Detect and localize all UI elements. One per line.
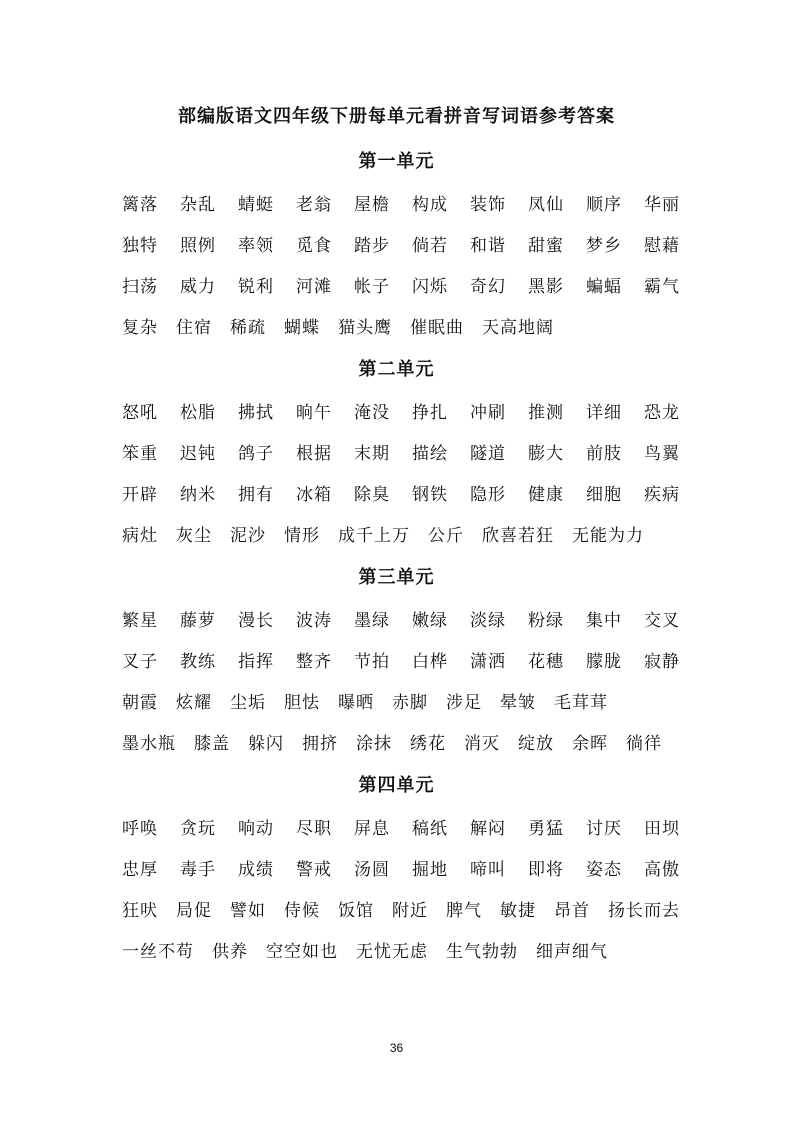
vocabulary-word: 拂拭: [238, 403, 274, 423]
vocabulary-word: 潇洒: [470, 652, 506, 672]
vocabulary-word: 灰尘: [176, 526, 212, 546]
vocabulary-word: 黑影: [528, 277, 564, 297]
vocabulary-word: 钢铁: [412, 485, 448, 505]
vocabulary-word: 毛茸茸: [554, 693, 608, 713]
vocabulary-word: 整齐: [296, 652, 332, 672]
vocabulary-word: 繁星: [122, 611, 158, 631]
vocabulary-word: 毒手: [180, 860, 216, 880]
vocabulary-word: 一丝不苟: [122, 942, 194, 962]
vocabulary-word: 笨重: [122, 444, 158, 464]
vocabulary-word: 鸽子: [238, 444, 274, 464]
vocabulary-word: 公斤: [428, 526, 464, 546]
vocabulary-word: 解闷: [470, 819, 506, 839]
unit-title: 第一单元: [358, 151, 435, 172]
vocabulary-word: 膨大: [528, 444, 564, 464]
vocabulary-word: 供养: [212, 942, 248, 962]
vocabulary-word: 冰箱: [296, 485, 332, 505]
vocabulary-word: 淹没: [354, 403, 390, 423]
unit-title: 第四单元: [358, 775, 435, 796]
vocabulary-word: 藤萝: [180, 611, 216, 631]
vocabulary-word: 高傲: [644, 860, 680, 880]
vocabulary-word: 勇猛: [528, 819, 564, 839]
vocabulary-word: 淡绿: [470, 611, 506, 631]
vocabulary-word: 曝晒: [338, 693, 374, 713]
vocabulary-word: 屏息: [354, 819, 390, 839]
vocabulary-word: 呼唤: [122, 819, 158, 839]
vocabulary-word: 独特: [122, 236, 158, 256]
vocabulary-word: 寂静: [644, 652, 680, 672]
vocabulary-word: 集中: [586, 611, 622, 631]
vocabulary-word: 附近: [392, 901, 428, 921]
vocabulary-word: 华丽: [644, 195, 680, 215]
vocabulary-word: 锐利: [238, 277, 274, 297]
vocabulary-word: 蜻蜓: [238, 195, 274, 215]
vocabulary-word: 饭馆: [338, 901, 374, 921]
vocabulary-word: 帐子: [354, 277, 390, 297]
vocabulary-word: 情形: [284, 526, 320, 546]
vocabulary-word: 觅食: [296, 236, 332, 256]
vocabulary-word: 墨绿: [354, 611, 390, 631]
vocabulary-word: 奇幻: [470, 277, 506, 297]
vocabulary-word: 甜蜜: [528, 236, 564, 256]
vocabulary-word: 指挥: [238, 652, 274, 672]
vocabulary-word: 响动: [238, 819, 274, 839]
vocabulary-word: 慰藉: [644, 236, 680, 256]
vocabulary-word: 局促: [176, 901, 212, 921]
vocabulary-word: 根据: [296, 444, 332, 464]
vocabulary-word: 健康: [528, 485, 564, 505]
vocabulary-word: 率领: [238, 236, 274, 256]
vocabulary-word: 泥沙: [230, 526, 266, 546]
vocabulary-word: 徜徉: [626, 734, 662, 754]
vocabulary-word: 漫长: [238, 611, 274, 631]
vocabulary-word: 成绩: [238, 860, 274, 880]
vocabulary-word: 和谐: [470, 236, 506, 256]
vocabulary-word: 细声细气: [536, 942, 608, 962]
vocabulary-word: 炫耀: [176, 693, 212, 713]
vocabulary-word: 住宿: [176, 318, 212, 338]
vocabulary-word: 敏捷: [500, 901, 536, 921]
vocabulary-word: 消灭: [464, 734, 500, 754]
vocabulary-word: 躲闪: [248, 734, 284, 754]
vocabulary-word: 啼叫: [470, 860, 506, 880]
vocabulary-word: 蝙蝠: [586, 277, 622, 297]
vocabulary-word: 叉子: [122, 652, 158, 672]
vocabulary-word: 节拍: [354, 652, 390, 672]
vocabulary-word: 余晖: [572, 734, 608, 754]
vocabulary-word: 凤仙: [528, 195, 564, 215]
vocabulary-word: 嫩绿: [412, 611, 448, 631]
vocabulary-word: 细胞: [586, 485, 622, 505]
vocabulary-word: 尘垢: [230, 693, 266, 713]
vocabulary-word: 前肢: [586, 444, 622, 464]
vocabulary-word: 无忧无虑: [356, 942, 428, 962]
vocabulary-word: 迟钝: [180, 444, 216, 464]
vocabulary-word: 描绘: [412, 444, 448, 464]
vocabulary-word: 花穗: [528, 652, 564, 672]
vocabulary-word: 篱落: [122, 195, 158, 215]
vocabulary-word: 狂吠: [122, 901, 158, 921]
vocabulary-word: 威力: [180, 277, 216, 297]
vocabulary-word: 汤圆: [354, 860, 390, 880]
vocabulary-word: 蝴蝶: [284, 318, 320, 338]
vocabulary-word: 即将: [528, 860, 564, 880]
vocabulary-word: 拥挤: [302, 734, 338, 754]
vocabulary-word: 梦乡: [586, 236, 622, 256]
vocabulary-word: 除臭: [354, 485, 390, 505]
vocabulary-word: 挣扎: [412, 403, 448, 423]
vocabulary-word: 推测: [528, 403, 564, 423]
vocabulary-word: 拥有: [238, 485, 274, 505]
vocabulary-word: 顺序: [586, 195, 622, 215]
vocabulary-word: 扫荡: [122, 277, 158, 297]
vocabulary-word: 倘若: [412, 236, 448, 256]
vocabulary-word: 霸气: [644, 277, 680, 297]
vocabulary-word: 教练: [180, 652, 216, 672]
vocabulary-word: 姿态: [586, 860, 622, 880]
vocabulary-word: 交叉: [644, 611, 680, 631]
vocabulary-word: 譬如: [230, 901, 266, 921]
vocabulary-word: 恐龙: [644, 403, 680, 423]
vocabulary-word: 详细: [586, 403, 622, 423]
vocabulary-word: 病灶: [122, 526, 158, 546]
vocabulary-word: 疾病: [644, 485, 680, 505]
vocabulary-word: 屋檐: [354, 195, 390, 215]
vocabulary-word: 白桦: [412, 652, 448, 672]
vocabulary-word: 鸟翼: [644, 444, 680, 464]
vocabulary-word: 胆怯: [284, 693, 320, 713]
vocabulary-word: 杂乱: [180, 195, 216, 215]
vocabulary-word: 晌午: [296, 403, 332, 423]
page-number: 36: [389, 1041, 404, 1055]
vocabulary-word: 掘地: [412, 860, 448, 880]
vocabulary-word: 踏步: [354, 236, 390, 256]
page-title: 部编版语文四年级下册每单元看拼音写词语参考答案: [178, 106, 615, 127]
vocabulary-word: 末期: [354, 444, 390, 464]
vocabulary-word: 隧道: [470, 444, 506, 464]
vocabulary-word: 讨厌: [586, 819, 622, 839]
vocabulary-word: 河滩: [296, 277, 332, 297]
vocabulary-word: 生气勃勃: [446, 942, 518, 962]
vocabulary-word: 涂抹: [356, 734, 392, 754]
vocabulary-word: 田坝: [644, 819, 680, 839]
vocabulary-word: 无能为力: [572, 526, 644, 546]
vocabulary-word: 涉足: [446, 693, 482, 713]
vocabulary-word: 朦胧: [586, 652, 622, 672]
vocabulary-word: 松脂: [180, 403, 216, 423]
vocabulary-word: 成千上万: [338, 526, 410, 546]
vocabulary-word: 闪烁: [412, 277, 448, 297]
vocabulary-word: 波涛: [296, 611, 332, 631]
vocabulary-word: 粉绿: [528, 611, 564, 631]
vocabulary-word: 墨水瓶: [122, 734, 176, 754]
vocabulary-word: 扬长而去: [608, 901, 680, 921]
vocabulary-word: 纳米: [180, 485, 216, 505]
vocabulary-word: 朝霞: [122, 693, 158, 713]
vocabulary-word: 猫头鹰: [338, 318, 392, 338]
vocabulary-word: 隐形: [470, 485, 506, 505]
vocabulary-word: 贪玩: [180, 819, 216, 839]
vocabulary-word: 绽放: [518, 734, 554, 754]
vocabulary-word: 警戒: [296, 860, 332, 880]
unit-title: 第三单元: [358, 567, 435, 588]
vocabulary-word: 怒吼: [122, 403, 158, 423]
vocabulary-word: 开辟: [122, 485, 158, 505]
unit-title: 第二单元: [358, 359, 435, 380]
vocabulary-word: 昂首: [554, 901, 590, 921]
vocabulary-word: 复杂: [122, 318, 158, 338]
vocabulary-word: 催眠曲: [410, 318, 464, 338]
vocabulary-word: 构成: [412, 195, 448, 215]
vocabulary-word: 照例: [180, 236, 216, 256]
vocabulary-word: 赤脚: [392, 693, 428, 713]
vocabulary-word: 稿纸: [412, 819, 448, 839]
vocabulary-word: 绣花: [410, 734, 446, 754]
vocabulary-word: 侍候: [284, 901, 320, 921]
vocabulary-word: 老翁: [296, 195, 332, 215]
vocabulary-word: 欣喜若狂: [482, 526, 554, 546]
vocabulary-word: 天高地阔: [482, 318, 554, 338]
vocabulary-word: 稀疏: [230, 318, 266, 338]
vocabulary-word: 空空如也: [266, 942, 338, 962]
vocabulary-word: 脾气: [446, 901, 482, 921]
vocabulary-word: 膝盖: [194, 734, 230, 754]
vocabulary-word: 晕皱: [500, 693, 536, 713]
vocabulary-word: 装饰: [470, 195, 506, 215]
vocabulary-word: 尽职: [296, 819, 332, 839]
vocabulary-word: 忠厚: [122, 860, 158, 880]
vocabulary-word: 冲刷: [470, 403, 506, 423]
